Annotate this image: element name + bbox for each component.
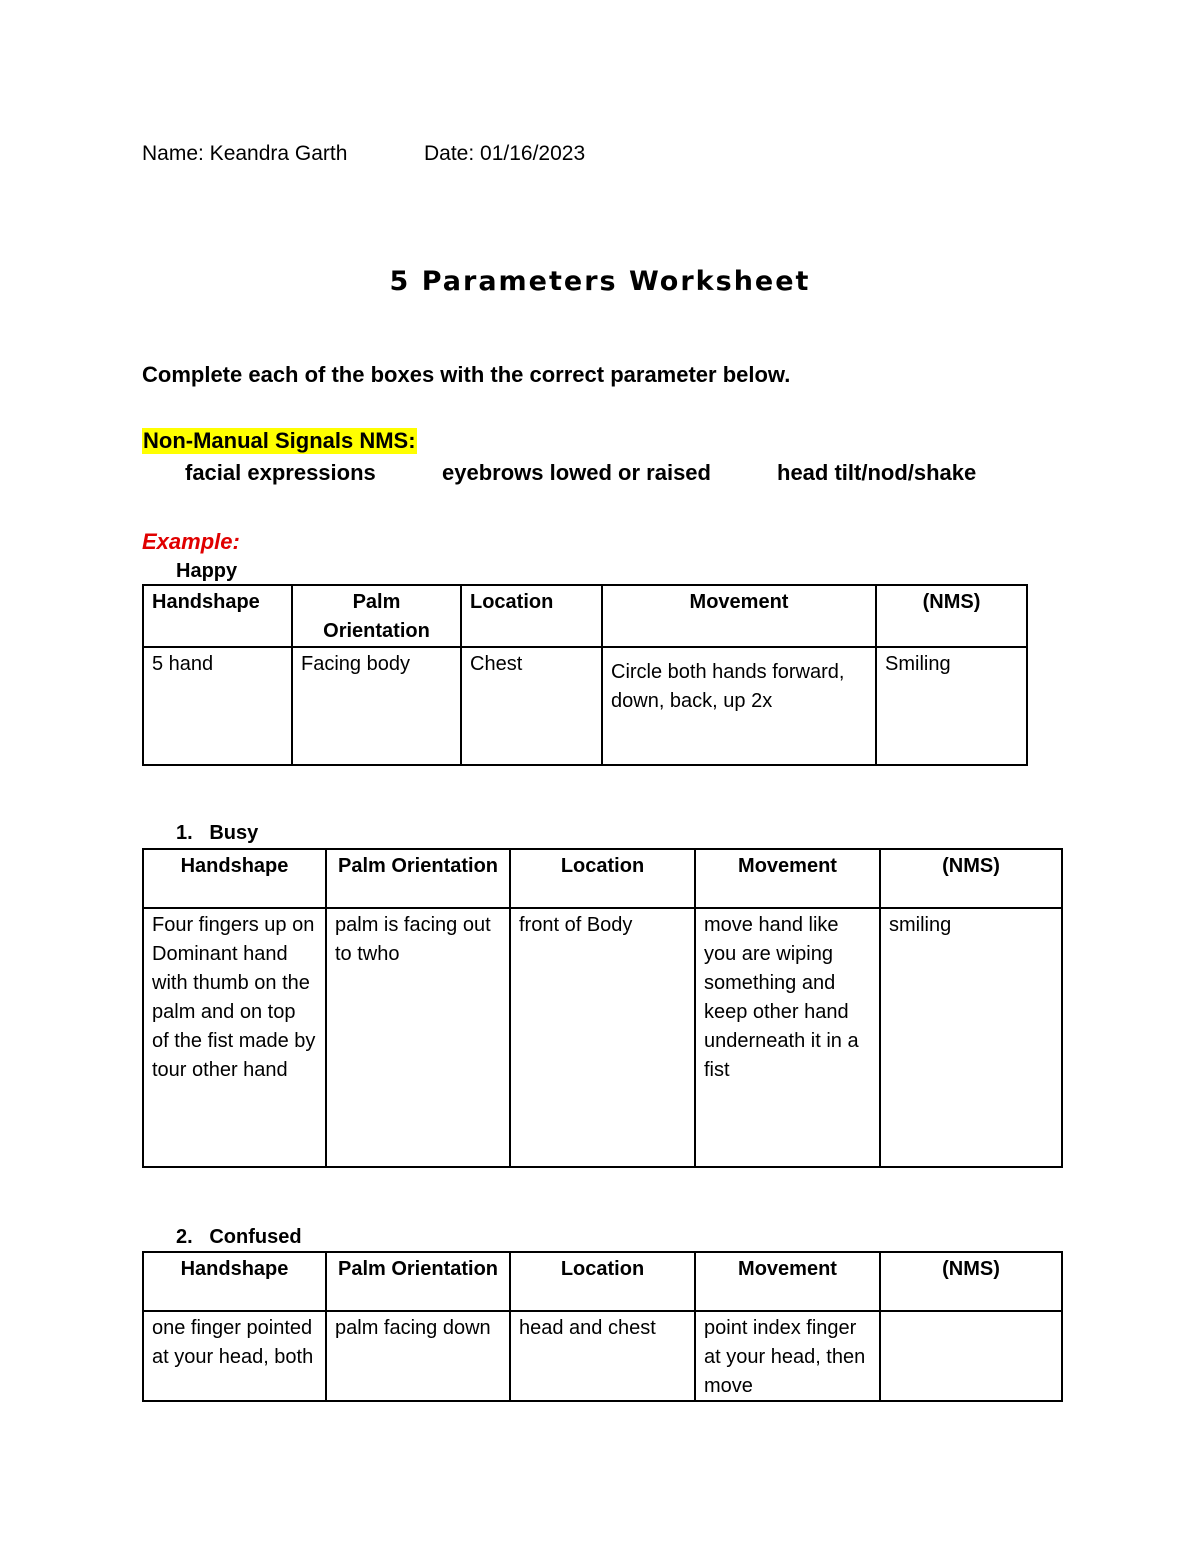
table-cell [326,1311,510,1401]
header-cell: Palm Orientation [326,1252,510,1311]
table-cell [695,1311,880,1401]
header-cell: Movement [695,849,880,908]
cell-text: one finger pointed at your head, both [152,1317,314,1368]
header-cell: Palm Orientation [292,585,461,647]
header-cell: Location [510,1252,695,1311]
item-2-label: 2. Confused [176,1226,302,1248]
name-field: Name: Keandra Garth [142,142,348,165]
header-cell: Handshape [143,1252,326,1311]
table-cell: Chest [461,647,602,765]
confused-table [142,1251,1063,1402]
header-cell: Movement [602,585,876,647]
header-cell: Handshape [143,585,292,647]
table-cell: Circle both hands forward, down, back, up 2x [602,647,876,765]
table-cell: 5 hand [143,647,292,765]
table-cell: palm is facing out to twho [326,908,510,1167]
cell-text: point index finger at your head, then move [704,1317,866,1397]
item-1-label: 1. Busy [176,822,259,844]
cell-text: head and chest [519,1317,656,1339]
cell-text [889,1314,1053,1400]
table-cell: move hand like you are wiping something and keep other hand underneath it in a fist [695,908,880,1167]
example-label: Example: [142,529,240,554]
nms-item-eyebrows: eyebrows lowed or raised [442,460,711,485]
nms-item-facial: facial expressions [185,460,376,485]
example-word: Happy [176,560,238,582]
header-cell: Handshape [143,849,326,908]
table-cell: smiling [880,908,1062,1167]
table-cell: Smiling [876,647,1027,765]
header-cell: (NMS) [880,849,1062,908]
cell-text: palm facing down [335,1317,491,1339]
header-cell: Location [510,849,695,908]
busy-table [142,848,1063,1168]
table-cell: Four fingers up on Dominant hand with thumb on the palm and on top of the fist made by tour other hand [143,908,326,1167]
header-cell: Movement [695,1252,880,1311]
table-cell [143,1311,326,1401]
nms-item-head: head tilt/nod/shake [777,460,977,485]
table-cell: front of Body [510,908,695,1167]
example-table [142,584,1028,766]
header-cell: Palm Orientation [326,849,510,908]
header-cell: (NMS) [880,1252,1062,1311]
table-cell [510,1311,695,1401]
table-cell [880,1311,1062,1401]
page-title: 5 Parameters Worksheet [389,266,811,297]
header-cell: (NMS) [876,585,1027,647]
date-field: Date: 01/16/2023 [424,142,586,165]
nms-heading: Non-Manual Signals NMS: [143,428,416,453]
header-cell: Location [461,585,602,647]
table-cell: Facing body [292,647,461,765]
instructions: Complete each of the boxes with the correct parameter below. [142,362,791,387]
